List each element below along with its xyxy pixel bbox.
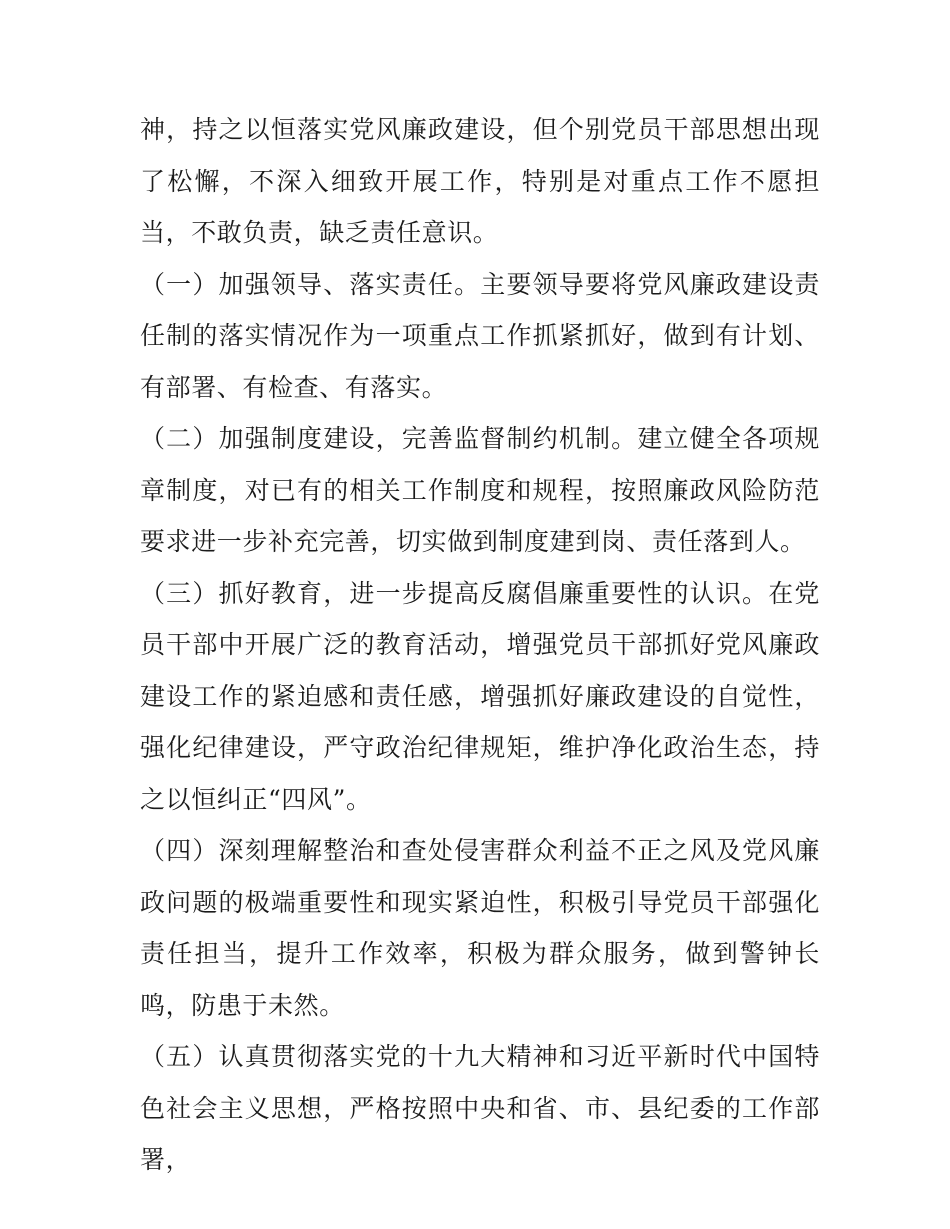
paragraph-section-5: （五）认真贯彻落实党的十九大精神和习近平新时代中国特色社会主义思想，严格按照中央和省、市、县纪委的工作部署， [140,1042,820,1174]
document-body [140,104,820,1186]
paragraph-section-3: （三）抓好教育，进一步提高反腐倡廉重要性的认识。在党员干部中开展广泛的教育活动，增强党员干部抓好党风廉政建设工作的紧迫感和责任感，增强抓好廉政建设的自觉性，强化纪律建设，严守政治纪律规矩，维护净化政治生态，持之以恒纠正“四风”。 [140,578,820,814]
paragraph-section-1: （一）加强领导、落实责任。主要领导要将党风廉政建设责任制的落实情况作为一项重点工作抓紧抓好，做到有计划、有部署、有检查、有落实。 [140,269,820,402]
paragraph-continuation: 神，持之以恒落实党风廉政建设，但个别党员干部思想出现了松懈，不深入细致开展工作，特别是对重点工作不愿担当，不敢负责，缺乏责任意识。 [140,115,820,247]
paragraph-section-2: （二）加强制度建设，完善监督制约机制。建立健全各项规章制度，对已有的相关工作制度和规程，按照廉政风险防范要求进一步补充完善，切实做到制度建到岗、责任落到人。 [140,424,820,556]
paragraph-section-4: （四）深刻理解整治和查处侵害群众利益不正之风及党风廉政问题的极端重要性和现实紧迫性，积极引导党员干部强化责任担当，提升工作效率，积极为群众服务，做到警钟长鸣，防患于未然。 [140,836,820,1020]
